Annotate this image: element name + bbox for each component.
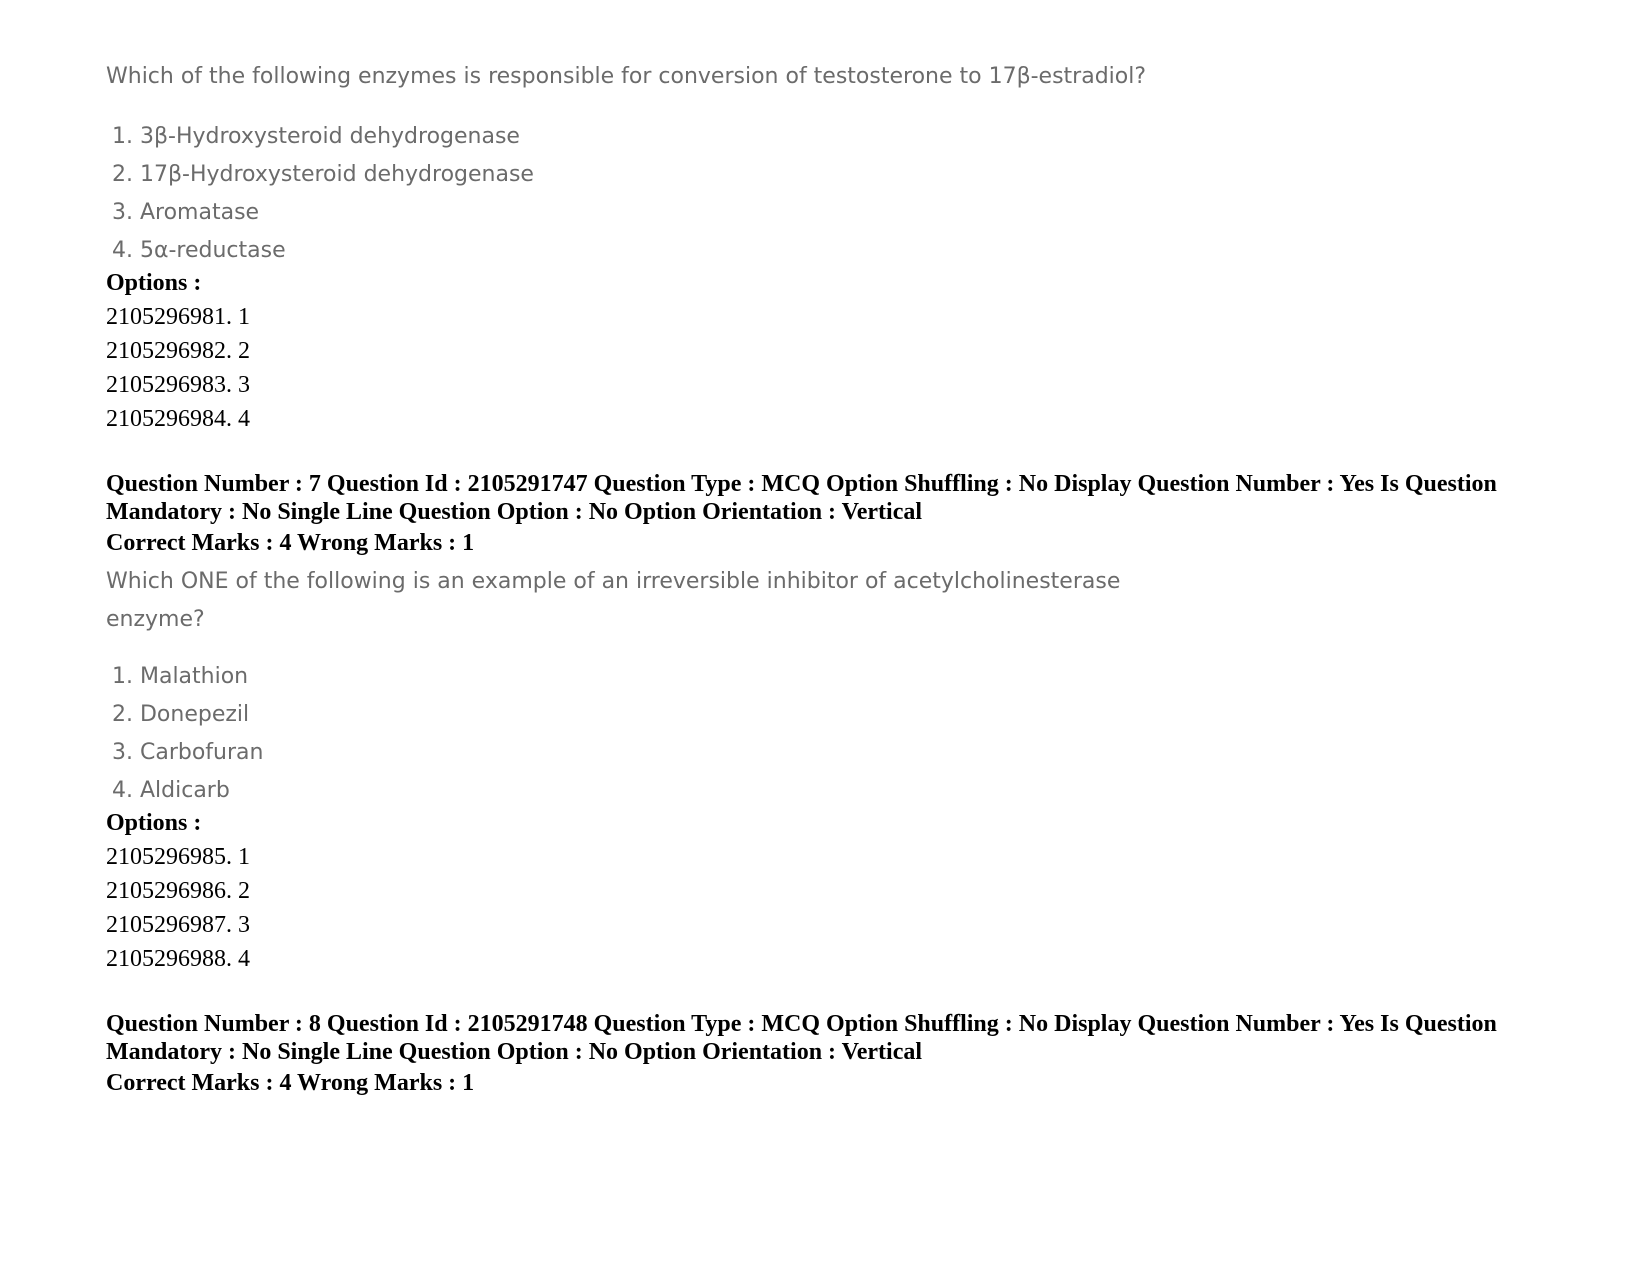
q7-meta-line1: Question Number : 7 Question Id : 2105291747 Question Type : MCQ Option Shuffling : No Display Question Number : Yes Is Question xyxy=(106,471,1497,497)
q7-choices xyxy=(106,658,263,810)
q7-option-id: 2105296987. 3 xyxy=(106,912,250,938)
q7-options-label: Options : xyxy=(106,810,202,836)
q6-choice: 3. Aromatase xyxy=(112,200,260,225)
q7-meta-line2: Mandatory : No Single Line Question Option : No Option Orientation : Vertical xyxy=(106,499,923,525)
q7-marks: Correct Marks : 4 Wrong Marks : 1 xyxy=(106,530,475,556)
q7-option-id: 2105296985. 1 xyxy=(106,844,250,870)
q6-choice: 2. 17β-Hydroxysteroid dehydrogenase xyxy=(112,162,534,187)
q6-choice: 4. 5α-reductase xyxy=(112,238,286,263)
q6-option-id: 2105296981. 1 xyxy=(106,304,250,330)
q7-stem-line1: Which ONE of the following is an example of an irreversible inhibitor of acetylcholinesterase xyxy=(106,569,1121,594)
q8-meta-line2: Mandatory : No Single Line Question Option : No Option Orientation : Vertical xyxy=(106,1039,923,1065)
q6-options-label: Options : xyxy=(106,270,202,296)
q6-stem: Which of the following enzymes is responsible for conversion of testosterone to 17β-estradiol? xyxy=(106,64,1147,89)
q7-header xyxy=(106,470,1576,560)
q7-question-image xyxy=(106,563,1120,639)
q7-option-id: 2105296986. 2 xyxy=(106,878,250,904)
q6-question-image xyxy=(106,58,1146,96)
q8-header xyxy=(106,1010,1576,1100)
q8-meta-line1: Question Number : 8 Question Id : 2105291748 Question Type : MCQ Option Shuffling : No Display Question Number : Yes Is Question xyxy=(106,1011,1497,1037)
q6-choice: 1. 3β-Hydroxysteroid dehydrogenase xyxy=(112,124,520,149)
q6-option-id: 2105296983. 3 xyxy=(106,372,250,398)
q6-options xyxy=(106,266,250,436)
q7-choice: 1. Malathion xyxy=(112,664,249,689)
q7-choice: 4. Aldicarb xyxy=(112,778,230,803)
q7-options xyxy=(106,806,250,976)
q8-marks: Correct Marks : 4 Wrong Marks : 1 xyxy=(106,1070,475,1096)
q7-option-id: 2105296988. 4 xyxy=(106,946,250,972)
q7-choice: 3. Carbofuran xyxy=(112,740,264,765)
q7-stem-line2: enzyme? xyxy=(106,607,205,632)
q6-option-id: 2105296982. 2 xyxy=(106,338,250,364)
q6-choices xyxy=(106,118,534,270)
q6-option-id: 2105296984. 4 xyxy=(106,406,250,432)
q7-choice: 2. Donepezil xyxy=(112,702,250,727)
